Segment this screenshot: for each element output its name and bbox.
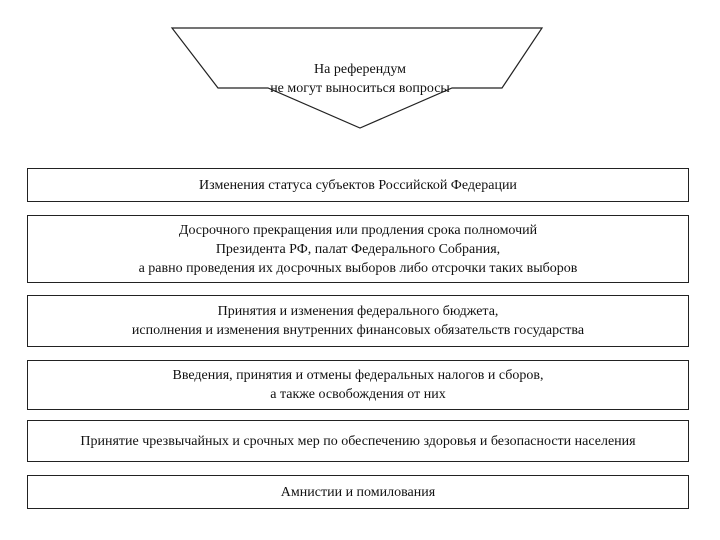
item-2-line-1: Досрочного прекращения или продления срока полномочий bbox=[178, 222, 538, 238]
item-2-line-3: а равно проведения их досрочных выборов либо отсрочки таких выборов bbox=[138, 260, 578, 276]
header-line-1: На референдум bbox=[314, 62, 406, 77]
item-5-line-1: Принятие чрезвычайных и срочных мер по обеспечению здоровья и безопасности населения bbox=[80, 433, 636, 449]
item-6-line-1: Амнистии и помилования bbox=[280, 484, 436, 500]
item-box-president-term bbox=[27, 215, 689, 283]
item-4-line-1: Введения, принятия и отмены федеральных налогов и сборов, bbox=[172, 368, 544, 383]
header-line-2: не могут выноситься вопросы bbox=[270, 81, 450, 96]
item-3-line-1: Принятия и изменения федерального бюджета, bbox=[217, 304, 499, 319]
item-3-line-2: исполнения и изменения внутренних финансовых обязательств государства bbox=[131, 323, 585, 338]
item-box-subject-status bbox=[27, 168, 689, 202]
item-4-line-2: а также освобождения от них bbox=[270, 387, 446, 402]
header-text bbox=[230, 60, 490, 98]
item-box-taxes bbox=[27, 360, 689, 410]
item-2-line-2: Президента РФ, палат Федерального Собрания, bbox=[215, 241, 501, 257]
item-box-amnesty bbox=[27, 475, 689, 509]
item-box-emergency-measures bbox=[27, 420, 689, 462]
item-1-line-1: Изменения статуса субъектов Российской Федерации bbox=[199, 177, 517, 193]
item-box-federal-budget bbox=[27, 295, 689, 347]
